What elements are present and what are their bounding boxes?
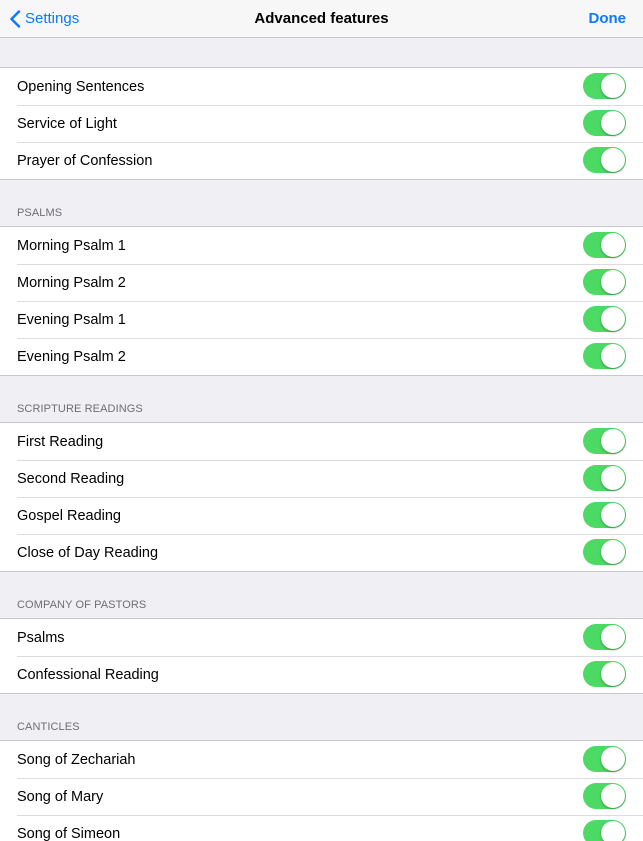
toggle-switch[interactable] <box>583 428 626 454</box>
toggle-knob <box>601 74 625 98</box>
toggle-knob <box>601 625 625 649</box>
section-header: COMPANY OF PASTORS <box>17 599 147 611</box>
toggle-switch[interactable] <box>583 110 626 136</box>
toggle-knob <box>601 148 625 172</box>
toggle-switch[interactable] <box>583 269 626 295</box>
toggle-knob <box>601 344 625 368</box>
setting-row <box>0 301 643 338</box>
section-header: SCRIPTURE READINGS <box>17 403 143 415</box>
setting-label: Song of Zechariah <box>17 751 136 768</box>
setting-label: Opening Sentences <box>17 78 145 95</box>
toggle-knob <box>601 503 625 527</box>
setting-label: First Reading <box>17 433 104 450</box>
setting-row <box>0 656 643 693</box>
setting-row <box>0 338 643 375</box>
section-header: PSALMS <box>17 207 63 219</box>
settings-list <box>0 38 643 841</box>
settings-group <box>0 226 643 376</box>
settings-group <box>0 67 643 180</box>
chevron-left-icon <box>9 10 21 28</box>
toggle-knob <box>601 784 625 808</box>
setting-row <box>0 619 643 656</box>
toggle-switch[interactable] <box>583 502 626 528</box>
toggle-knob <box>601 540 625 564</box>
toggle-switch[interactable] <box>583 746 626 772</box>
setting-row <box>0 778 643 815</box>
setting-row <box>0 227 643 264</box>
done-button[interactable]: Done <box>588 10 626 27</box>
setting-label: Psalms <box>17 629 65 646</box>
back-button[interactable] <box>9 0 79 37</box>
toggle-switch[interactable] <box>583 306 626 332</box>
settings-group <box>0 618 643 694</box>
setting-label: Gospel Reading <box>17 507 121 524</box>
navigation-bar <box>0 0 643 38</box>
toggle-knob <box>601 270 625 294</box>
settings-group <box>0 422 643 572</box>
setting-row <box>0 68 643 105</box>
setting-label: Second Reading <box>17 470 125 487</box>
setting-row <box>0 423 643 460</box>
toggle-switch[interactable] <box>583 820 626 841</box>
setting-label: Close of Day Reading <box>17 544 159 561</box>
setting-row <box>0 815 643 841</box>
setting-row <box>0 142 643 179</box>
setting-row <box>0 264 643 301</box>
toggle-switch[interactable] <box>583 147 626 173</box>
toggle-knob <box>601 747 625 771</box>
toggle-knob <box>601 466 625 490</box>
back-button-label: Settings <box>25 10 80 27</box>
setting-row <box>0 497 643 534</box>
setting-row <box>0 534 643 571</box>
setting-label: Prayer of Confession <box>17 152 153 169</box>
top-spacer <box>0 38 643 67</box>
toggle-knob <box>601 662 625 686</box>
setting-label: Confessional Reading <box>17 666 159 683</box>
setting-label: Morning Psalm 1 <box>17 237 126 254</box>
toggle-switch[interactable] <box>583 539 626 565</box>
setting-label: Evening Psalm 2 <box>17 348 126 365</box>
setting-label: Morning Psalm 2 <box>17 274 126 291</box>
settings-group <box>0 740 643 841</box>
toggle-switch[interactable] <box>583 73 626 99</box>
setting-label: Service of Light <box>17 115 117 132</box>
toggle-knob <box>601 233 625 257</box>
toggle-knob <box>601 307 625 331</box>
section-header: CANTICLES <box>17 721 80 733</box>
setting-row <box>0 460 643 497</box>
toggle-switch[interactable] <box>583 661 626 687</box>
toggle-switch[interactable] <box>583 624 626 650</box>
setting-row <box>0 741 643 778</box>
toggle-switch[interactable] <box>583 232 626 258</box>
setting-label: Song of Mary <box>17 788 104 805</box>
toggle-knob <box>601 429 625 453</box>
toggle-switch[interactable] <box>583 465 626 491</box>
page-title: Advanced features <box>254 10 389 27</box>
setting-label: Evening Psalm 1 <box>17 311 126 328</box>
setting-label: Song of Simeon <box>17 825 121 841</box>
toggle-switch[interactable] <box>583 343 626 369</box>
setting-row <box>0 105 643 142</box>
toggle-knob <box>601 111 625 135</box>
toggle-switch[interactable] <box>583 783 626 809</box>
toggle-knob <box>601 821 625 841</box>
